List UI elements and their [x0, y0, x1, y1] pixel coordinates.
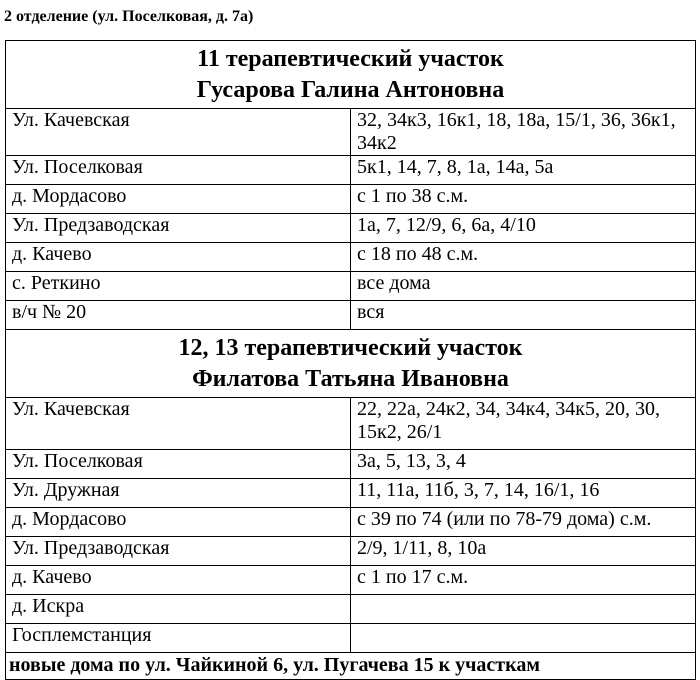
houses-cell: с 1 по 17 с.м. [351, 566, 696, 595]
table-row [6, 479, 696, 508]
table-row [6, 398, 696, 450]
street-cell: Ул. Поселковая [6, 156, 351, 185]
houses-cell: 1а, 7, 12/9, 6, 6а, 4/10 [351, 214, 696, 243]
houses-cell: с 1 по 38 с.м. [351, 185, 696, 214]
street-cell: с. Реткино [6, 272, 351, 301]
table-row [6, 156, 696, 185]
houses-cell: 2/9, 1/11, 8, 10а [351, 537, 696, 566]
street-cell: д. Мордасово [6, 185, 351, 214]
table-row [6, 450, 696, 479]
street-cell: д. Мордасово [6, 508, 351, 537]
table-row [6, 508, 696, 537]
table-row [6, 185, 696, 214]
street-cell: д. Качево [6, 243, 351, 272]
section-title: 12, 13 терапевтический участок [178, 335, 523, 361]
table-row [6, 301, 696, 330]
section-header [6, 330, 696, 398]
section-title-cell [6, 41, 696, 109]
footer-row [6, 653, 696, 680]
table-row [6, 272, 696, 301]
houses-cell: 5к1, 14, 7, 8, 1а, 14а, 5а [351, 156, 696, 185]
street-cell: д. Качево [6, 566, 351, 595]
section-doctor: Гусарова Галина Антоновна [196, 77, 505, 103]
section-title: 11 терапевтический участок [197, 46, 504, 72]
table-row [6, 566, 696, 595]
section-doctor: Филатова Татьяна Ивановна [192, 366, 509, 392]
houses-cell: вся [351, 301, 696, 330]
section-title-cell [6, 330, 696, 398]
houses-cell [351, 595, 696, 624]
page-title: 2 отделение (ул. Поселковая, д. 7а) [4, 8, 254, 25]
street-cell: Ул. Поселковая [6, 450, 351, 479]
houses-cell [351, 624, 696, 653]
houses-cell: 3а, 5, 13, 3, 4 [351, 450, 696, 479]
table-row [6, 109, 696, 156]
table-row [6, 537, 696, 566]
table-row [6, 624, 696, 653]
houses-cell: все дома [351, 272, 696, 301]
districts-table [5, 40, 696, 680]
street-cell: Ул. Качевская [6, 398, 351, 450]
houses-cell: с 39 по 74 (или по 78-79 дома) с.м. [351, 508, 696, 537]
table-row [6, 243, 696, 272]
street-cell: Ул. Качевская [6, 109, 351, 156]
street-cell: Ул. Дружная [6, 479, 351, 508]
houses-cell: с 18 по 48 с.м. [351, 243, 696, 272]
houses-cell: 32, 34к3, 16к1, 18, 18а, 15/1, 36, 36к1, 34к2 [351, 109, 696, 156]
footer-note: новые дома по ул. Чайкиной 6, ул. Пугачева 15 к участкам [6, 653, 696, 680]
street-cell: д. Искра [6, 595, 351, 624]
section-header [6, 41, 696, 109]
street-cell: в/ч № 20 [6, 301, 351, 330]
houses-cell: 11, 11а, 11б, 3, 7, 14, 16/1, 16 [351, 479, 696, 508]
street-cell: Ул. Предзаводская [6, 214, 351, 243]
street-cell: Ул. Предзаводская [6, 537, 351, 566]
table-row [6, 214, 696, 243]
houses-cell: 22, 22а, 24к2, 34, 34к4, 34к5, 20, 30, 15к2, 26/1 [351, 398, 696, 450]
table-row [6, 595, 696, 624]
street-cell: Госплемстанция [6, 624, 351, 653]
